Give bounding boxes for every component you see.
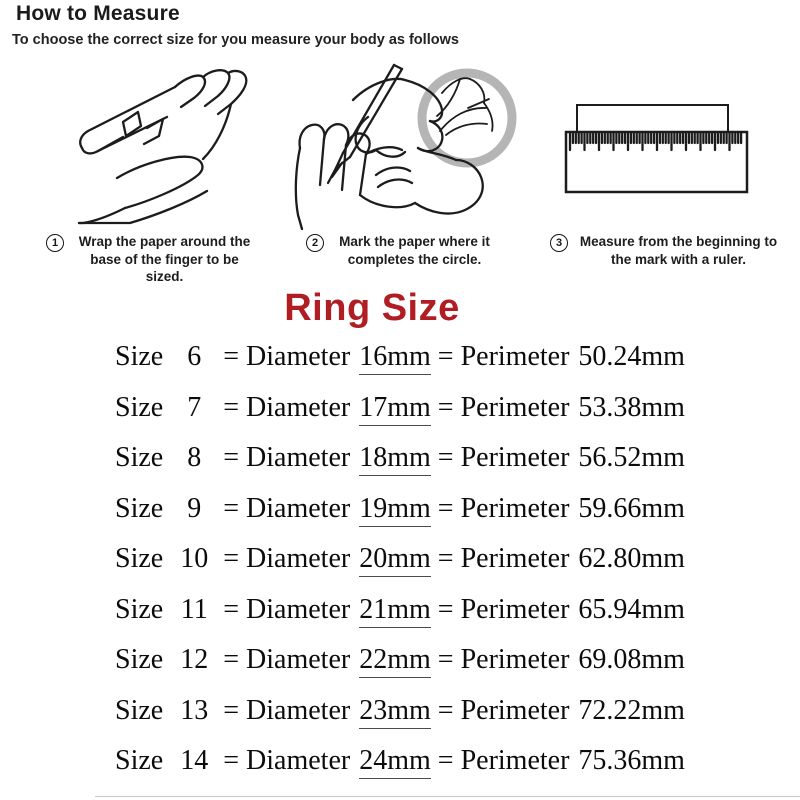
equals-sign: = [437,391,454,423]
equals-sign: = [223,442,240,473]
size-value: 13 [180,694,209,726]
equals-sign: = [223,391,240,423]
size-label: Size [115,341,164,372]
diameter-value: 19mm [359,493,431,527]
equals-sign: = [223,543,240,574]
diameter-label: Diameter [246,391,351,423]
equals-sign: = [437,745,454,776]
size-label: Size [115,644,164,675]
size-value: 9 [187,492,202,524]
step2-caption [306,233,498,268]
perimeter-label: Perimeter [460,543,570,574]
size-value: 8 [187,442,202,473]
size-value: 11 [180,593,208,625]
diameter-label: Diameter [246,341,351,372]
size-table-row [0,543,800,594]
page-subtitle: To choose the correct size for you measure your body as follows [12,32,459,48]
size-label: Size [115,543,164,574]
perimeter-label: Perimeter [460,745,570,776]
perimeter-label: Perimeter [460,593,570,625]
perimeter-value: 65.94mm [578,593,685,625]
step1-caption-text: Wrap the paper around the base of the finger to be sized. [78,234,251,284]
bottom-divider [95,796,800,797]
size-label: Size [115,745,164,776]
step2-number-badge: 2 [306,234,324,252]
size-value: 7 [187,391,202,423]
size-table-row [0,392,800,443]
size-label: Size [115,593,164,625]
ring-size-heading: Ring Size [284,287,460,329]
size-value: 12 [180,644,209,675]
step1-number-badge: 1 [46,234,64,252]
page-title: How to Measure [16,2,180,25]
equals-sign: = [223,492,240,524]
perimeter-label: Perimeter [460,391,570,423]
equals-sign: = [437,593,454,625]
equals-sign: = [437,442,454,473]
perimeter-value: 72.22mm [578,694,685,726]
size-label: Size [115,442,164,473]
size-value: 6 [187,341,202,372]
diameter-label: Diameter [246,593,351,625]
diameter-value: 17mm [359,392,431,426]
equals-sign: = [223,745,240,776]
size-value: 10 [180,543,209,574]
size-table-row [0,493,800,544]
equals-sign: = [437,543,454,574]
equals-sign: = [223,644,240,675]
diameter-value: 24mm [359,745,431,779]
equals-sign: = [223,593,240,625]
diameter-value: 18mm [359,442,431,476]
size-table-row [0,644,800,695]
paper-strip [577,105,728,133]
perimeter-value: 50.24mm [578,341,685,372]
perimeter-value: 75.36mm [578,745,685,776]
hand-marking-paper-with-pen-illustration [290,55,525,230]
perimeter-value: 62.80mm [578,543,685,574]
diameter-value: 23mm [359,695,431,729]
perimeter-value: 53.38mm [578,391,685,423]
step3-caption-text: Measure from the beginning to the mark with a ruler. [579,234,778,267]
perimeter-label: Perimeter [460,442,570,473]
diameter-value: 20mm [359,543,431,577]
perimeter-value: 69.08mm [578,644,685,675]
step3-number-badge: 3 [550,234,568,252]
diameter-label: Diameter [246,543,351,574]
perimeter-label: Perimeter [460,644,570,675]
diameter-label: Diameter [246,644,351,675]
equals-sign: = [223,694,240,726]
size-table-row [0,745,800,796]
size-table-row [0,341,800,392]
diameter-value: 16mm [359,341,431,375]
step1-caption [46,233,258,286]
hand-with-paper-strip-illustration [35,60,280,230]
size-value: 14 [180,745,209,776]
perimeter-label: Perimeter [460,492,570,524]
perimeter-value: 59.66mm [578,492,685,524]
equals-sign: = [437,694,454,726]
perimeter-label: Perimeter [460,341,570,372]
size-label: Size [115,492,164,524]
diameter-value: 21mm [359,594,431,628]
perimeter-label: Perimeter [460,694,570,726]
equals-sign: = [437,341,454,372]
step3-caption [550,233,782,268]
equals-sign: = [437,644,454,675]
diameter-label: Diameter [246,694,351,726]
size-table-row [0,442,800,493]
diameter-label: Diameter [246,442,351,473]
equals-sign: = [223,341,240,372]
diameter-label: Diameter [246,745,351,776]
size-label: Size [115,391,164,423]
size-label: Size [115,694,164,726]
size-table-row [0,594,800,645]
equals-sign: = [437,492,454,524]
diameter-value: 22mm [359,644,431,678]
ring-size-table [0,341,800,796]
diameter-label: Diameter [246,492,351,524]
perimeter-value: 56.52mm [578,442,685,473]
paper-strip-and-ruler-illustration [545,62,795,202]
size-table-row [0,695,800,746]
step2-caption-text: Mark the paper where it completes the circle. [339,234,490,267]
